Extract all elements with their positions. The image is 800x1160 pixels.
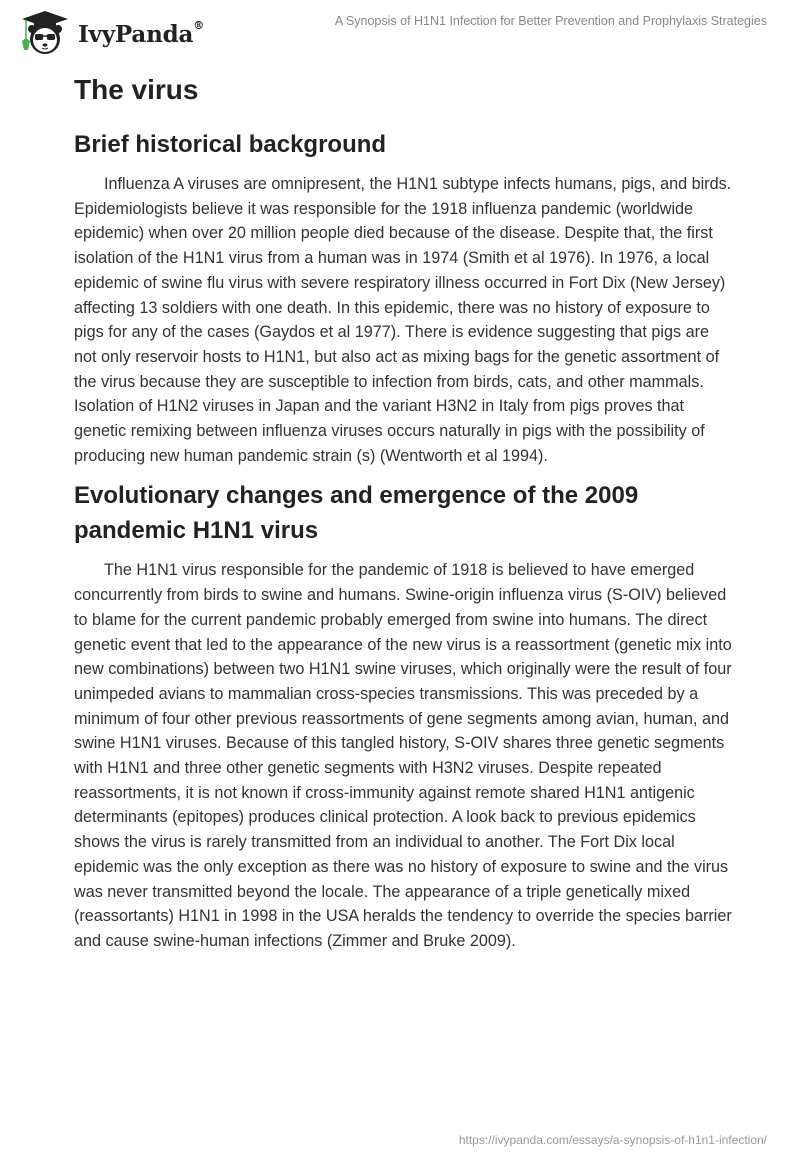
page-header (0, 0, 800, 60)
document-title: A Synopsis of H1N1 Infection for Better Prevention and Prophylaxis Strategies (334, 14, 767, 28)
registered-mark: ® (193, 18, 204, 32)
source-url[interactable]: https://ivypanda.com/essays/a-synopsis-of-h1n1-infection/ (458, 1133, 767, 1147)
section-historical-background (74, 127, 734, 468)
section-paragraph: The H1N1 virus responsible for the pandemic of 1918 is believed to have emerged concurrently from birds to swine and humans. Swine-origin influenza virus (S-OIV) believed to blame for the current pandemic probably emerged from swine into humans. The direct genetic event that led to the appearance of the new virus is a reassortment (genetic mix into new combinations) between two H1N1 swine viruses, which originally were the result of four unimpeded avians to mammalian cross-species transmissions. This was preceded by a minimum of four other previous reassortments of gene segments among avian, human, and swine H1N1 viruses. Because of this tangled history, S-OIV shares three genetic segments with H1N1 and three other genetic segments with H3N2 viruses. Despite repeated reassortments, it is not known if cross-immunity against remote shared H1N1 antigenic determinants (epitopes) produces clinical protection. A look back to previous epidemics shows the virus is rarely transmitted from an individual to another. The Fort Dix local epidemic was the only exception as there was no history of exposure to swine and the virus was never transmitted beyond the locale. The appearance of a triple genetically mixed (reassortants) H1N1 in 1998 in the USA heralds the tendency to override the species barrier and cause swine-human infections (Zimmer and Bruke 2009). (74, 561, 732, 950)
article-body (74, 70, 734, 954)
panda-graduate-icon (18, 8, 70, 56)
article-title: The virus (74, 74, 199, 105)
section-paragraph: Influenza A viruses are omnipresent, the H1N1 subtype infects humans, pigs, and birds. Epidemiologists believe it was responsible for the 1918 influenza pandemic (worldwide epidemic) when over 20 million people died because of the disease. Despite that, the first isolation of the H1N1 virus from a human was in 1974 (Smith et al 1976). In 1976, a local epidemic of swine flu virus with severe respiratory illness occurred in Fort Dix (New Jersey) affecting 13 soldiers with one death. In this epidemic, there was no history of exposure to pigs for any of the cases (Gaydos et al 1977). There is evidence suggesting that pigs are not only reservoir hosts to H1N1, but also act as mixing bags for the genetic assortment of the virus because they are susceptible to infection from birds, cats, and other mammals. Isolation of H1N2 viruses in Japan and the variant H3N2 in Italy from pigs proves that genetic remixing between influenza viruses occurs naturally in pigs with the possibility of producing new human pandemic strain (s) (Wentworth et al 1994). (74, 175, 732, 465)
ivypanda-logo[interactable] (18, 8, 204, 56)
brand-name: IvyPanda® (78, 18, 204, 48)
section-heading: Brief historical background (74, 131, 387, 158)
section-heading: Evolutionary changes and emergence of the 2009 pandemic H1N1 virus (74, 482, 639, 545)
section-evolutionary-changes (74, 478, 734, 953)
